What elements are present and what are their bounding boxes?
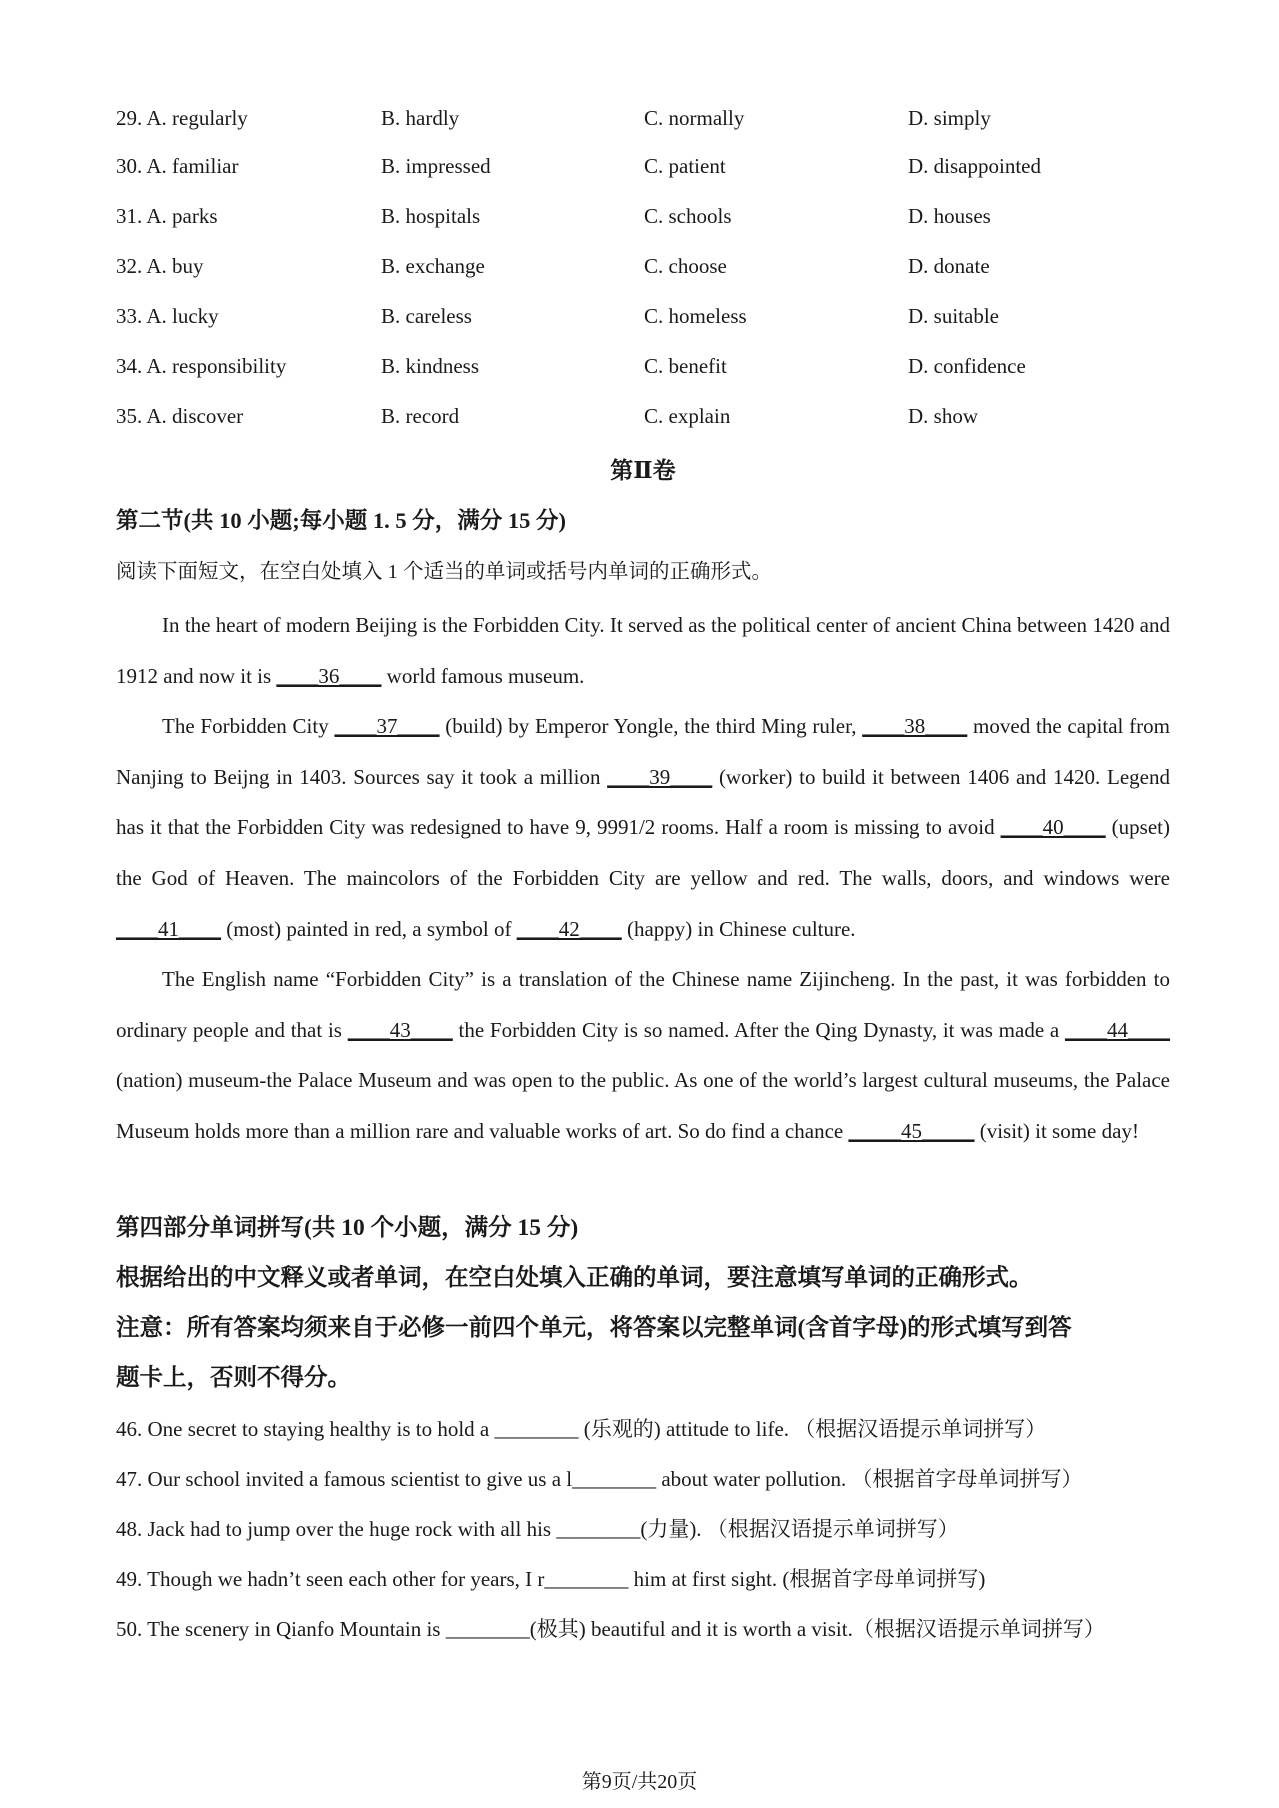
option-b: B. hospitals	[381, 204, 481, 228]
section-instruction: 阅读下面短文，在空白处填入 1 个适当的单词或括号内单词的正确形式。	[116, 561, 772, 583]
option-a: 35. A. discover	[116, 404, 244, 428]
option-d: D. disappointed	[908, 154, 1041, 178]
option-b: B. record	[381, 404, 460, 428]
option-c: C. homeless	[644, 304, 747, 328]
blank-36: ____36____	[276, 663, 382, 688]
passage-text: (upset) the God of Heaven. The maincolors of the Forbidden City are yellow and red. The walls, doors, and windows were	[116, 815, 1170, 890]
option-a: 33. A. lucky	[116, 304, 219, 328]
option-d: D. show	[908, 404, 979, 428]
passage-text: the Forbidden City is so named. After the Qing Dynasty, it was made a	[452, 1017, 1065, 1042]
part4-instruction: 根据给出的中文释义或者单词，在空白处填入正确的单词，要注意填写单词的正确形式。	[116, 1265, 1033, 1291]
passage-text: In the heart of modern Beijing is the Forbidden City. It served as the political center of ancient China between 1420 and 1912 and now it is	[116, 613, 1170, 688]
option-d: D. donate	[908, 254, 990, 278]
passage-text: (most) painted in red, a symbol of	[221, 916, 517, 941]
passage-paragraph-3	[116, 954, 1170, 1156]
option-b: B. hardly	[381, 106, 460, 130]
blank-40: ____40____	[1000, 815, 1106, 840]
section-heading: 第二节(共 10 小题;每小题 1. 5 分，满分 15 分)	[116, 508, 566, 533]
blank-44: ____44____	[1065, 1017, 1170, 1042]
passage-text: The Forbidden City	[162, 714, 335, 739]
part4-note: 注意：所有答案均须来自于必修一前四个单元，将答案以完整单词(含首字母)的形式填写到答	[116, 1315, 1072, 1341]
passage-text: (build) by Emperor Yongle, the third Ming ruler,	[439, 714, 863, 739]
blank-43: ____43____	[347, 1017, 453, 1042]
passage-text: (worker) to build it between 1406 and 1420. Legend has it that the Forbidden City was redesigned to have 9, 9991/2 rooms. Half a room is missing to avoid	[116, 764, 1171, 840]
passage-text: (nation) museum-the Palace Museum and was open to the public. As one of the world’s largest cultural museums, the Palace Museum holds more than a million rare and valuable works of art. So do find a chance	[116, 1068, 1170, 1143]
blank-41: ____41____	[116, 916, 221, 941]
option-c: C. schools	[644, 204, 732, 228]
question-49: 49. Though we hadn’t seen each other for years, I r________ him at first sight. (根据首字母单词拼写)	[116, 1567, 986, 1591]
option-c: C. choose	[644, 254, 727, 278]
blank-38: ____38____	[862, 714, 968, 739]
option-d: D. suitable	[908, 304, 999, 328]
blank-45: _____45_____	[848, 1118, 975, 1143]
question-47: 47. Our school invited a famous scientist to give us a l________ about water pollution. （根据首字母单词拼写）	[116, 1467, 1083, 1491]
option-b: B. kindness	[381, 354, 480, 378]
option-a: 34. A. responsibility	[116, 354, 287, 378]
blank-42: ____42____	[516, 916, 622, 941]
option-a: 29. A. regularly	[116, 106, 248, 130]
option-c: C. explain	[644, 404, 731, 428]
passage-text: moved the capital from Nanjing to Beijng in 1403. Sources say it took a million	[116, 714, 1170, 789]
passage-text: (visit) it some day!	[974, 1118, 1139, 1143]
option-d: D. houses	[908, 204, 991, 228]
part4-heading: 第四部分单词拼写(共 10 个小题，满分 15 分)	[116, 1215, 579, 1241]
passage-text: The English name “Forbidden City” is a translation of the Chinese name Zijincheng. In the past, it was forbidden to ordinary people and that is	[116, 967, 1170, 1042]
page-footer: 第9页/共20页	[581, 1771, 698, 1793]
option-b: B. impressed	[381, 154, 491, 178]
part4-note-cont: 题卡上，否则不得分。	[116, 1365, 351, 1391]
option-c: C. normally	[644, 106, 745, 130]
option-a: 31. A. parks	[116, 204, 218, 228]
passage-text: (happy) in Chinese culture.	[621, 916, 856, 941]
option-a: 32. A. buy	[116, 254, 204, 278]
blank-37: ____37____	[334, 714, 440, 739]
option-b: B. careless	[381, 304, 472, 328]
option-a: 30. A. familiar	[116, 154, 239, 178]
option-d: D. simply	[908, 106, 991, 130]
passage	[116, 600, 1170, 1157]
volume-title: 第Ⅱ卷	[610, 458, 676, 483]
passage-paragraph-1	[116, 600, 1170, 701]
option-c: C. benefit	[644, 354, 727, 378]
option-b: B. exchange	[381, 254, 485, 278]
question-46: 46. One secret to staying healthy is to hold a ________ (乐观的) attitude to life. （根据汉语提示单词拼写）	[116, 1417, 1047, 1441]
passage-paragraph-2	[116, 701, 1170, 954]
option-d: D. confidence	[908, 354, 1026, 378]
question-48: 48. Jack had to jump over the huge rock with all his ________(力量). （根据汉语提示单词拼写）	[116, 1517, 959, 1541]
question-50: 50. The scenery in Qianfo Mountain is ________(极其) beautiful and it is worth a visit.（根据汉语提示单词拼写）	[116, 1617, 1105, 1641]
blank-39: ____39____	[607, 764, 713, 789]
passage-text: world famous museum.	[381, 663, 585, 688]
option-c: C. patient	[644, 154, 726, 178]
